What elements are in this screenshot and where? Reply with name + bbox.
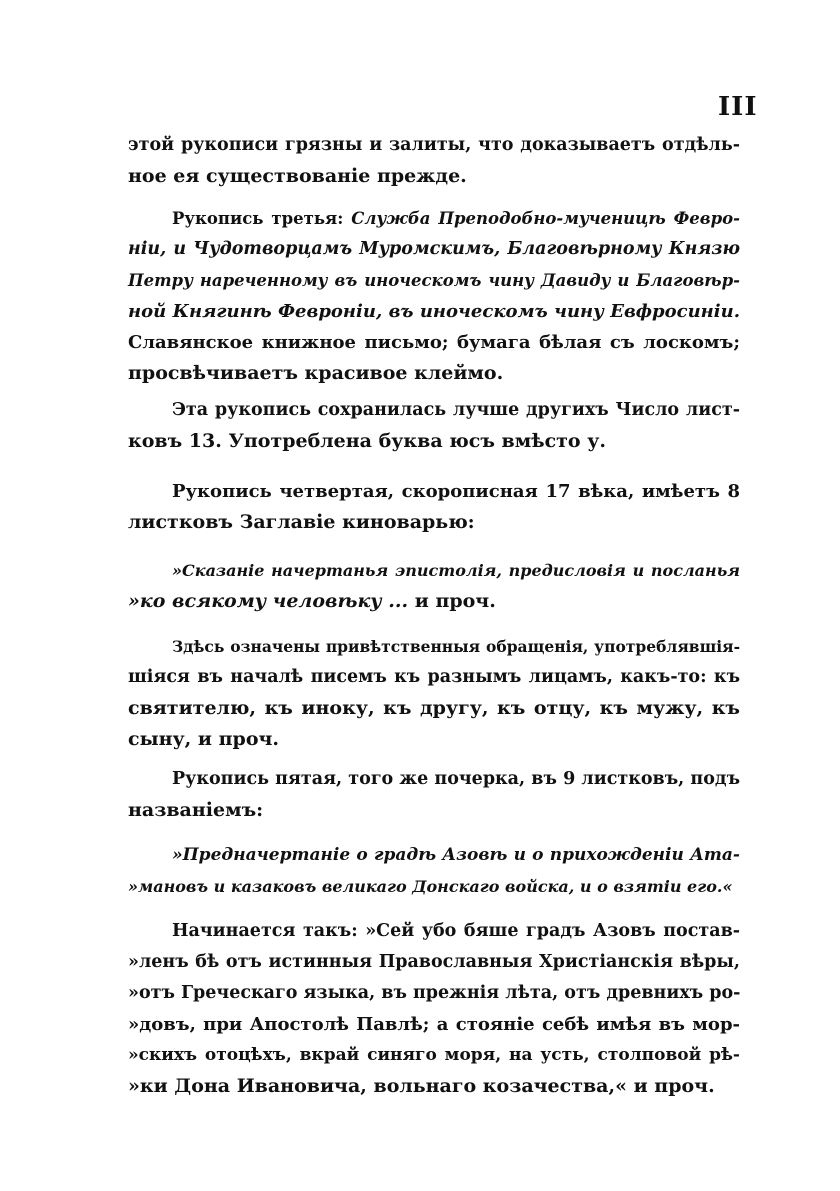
text-line [128, 203, 740, 234]
text-line: Рукопись четвертая, скорописная 17 вѣка, имѣетъ 8 [172, 481, 740, 502]
text-line: шіяся въ началѣ писемъ къ разнымъ лицамъ, какъ-то: къ [128, 667, 740, 687]
paragraph-3 [128, 395, 740, 457]
paragraph-5 [128, 555, 740, 617]
text-line: ніи, и Чудотворцамъ Муромскимъ, Благовѣрному Князю [128, 239, 740, 259]
text-line: Начинается такъ: »Сей убо бяше градъ Азовъ постав- [172, 921, 740, 941]
text-line: сыну, и проч. [128, 728, 280, 750]
text-line: Славянское книжное письмо; бумага бѣлая съ лоскомъ; [128, 332, 740, 353]
text-line: ное ея существованіе прежде. [128, 165, 467, 187]
text-line: »довъ, при Апостолѣ Павлѣ; а стояніе себѣ имѣя въ мор- [128, 1014, 740, 1035]
paragraph-1 [128, 130, 740, 192]
text-line: Рукопись пятая, того же почерка, въ 9 листковъ, подъ [172, 769, 740, 789]
text-line: Эта рукопись сохранилась лучше другихъ Число лист- [172, 400, 740, 420]
text-line: »Предначертаніе о градѣ Азовѣ и о прихожденіи Ата- [172, 845, 740, 865]
text-line: Петру нареченному въ иноческомъ чину Давиду и Благовѣр- [128, 271, 740, 290]
text-line [128, 586, 740, 617]
paragraph-4 [128, 476, 740, 538]
text-line: просвѣчиваетъ красивое клеймо. [128, 362, 504, 384]
text-line: »мановъ и казаковъ великаго Донскаго войска, и о взятіи его.« [128, 877, 733, 896]
text-line: названіемъ: [128, 799, 264, 821]
quoted-title: »ко всякому человѣку ... [128, 590, 409, 612]
text-line: этой рукописи грязны и залиты, что доказываетъ отдѣль- [128, 135, 740, 155]
text-line: святителю, къ иноку, къ другу, къ отцу, къ мужу, къ [128, 697, 740, 719]
text-line: »ки Дона Ивановича, вольнаго козачества,« и проч. [128, 1075, 715, 1097]
paragraph-6 [128, 631, 740, 755]
paragraph-7 [128, 764, 740, 826]
manuscript-label: Рукопись третья: [172, 209, 352, 228]
page-number: III [718, 92, 758, 122]
paragraph-2 [128, 203, 740, 389]
text-line: »скихъ отоцѣхъ, вкрай синяго моря, на усть, столповой рѣ- [128, 1045, 740, 1065]
text-line: »отъ Греческаго языка, въ прежнія лѣта, отъ древнихъ ро- [128, 983, 741, 1003]
text-line: »ленъ бѣ отъ истинныя Православныя Христіанскія вѣры, [128, 952, 740, 972]
tail-text: и проч. [408, 590, 496, 612]
text-line: листковъ Заглавіе киноварью: [128, 511, 475, 533]
manuscript-title: Служба Преподобно-мученицѣ Февро- [351, 209, 741, 228]
text-line: ной Княгинѣ Февроніи, въ иноческомъ чину Евфросиніи. [128, 301, 740, 322]
text-line: Здѣсь означены привѣтственныя обращенія, употреблявшія- [172, 637, 740, 656]
paragraph-8 [128, 840, 740, 902]
text-line: ковъ 13. Употреблена буква юсъ вмѣсто у. [128, 430, 606, 452]
paragraph-9 [128, 916, 740, 1102]
text-line: »Сказаніе начертанья эпистолія, предисловія и посланья [172, 561, 740, 580]
